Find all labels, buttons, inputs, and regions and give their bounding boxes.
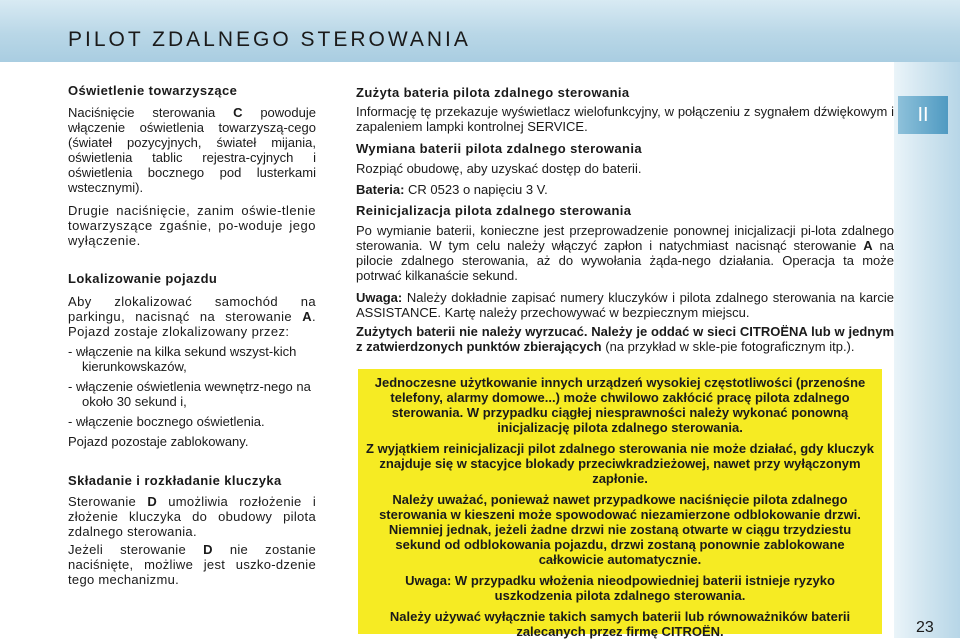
warning-accidental-press: Należy uważać, ponieważ nawet przypadkowe naciśnięcie pilota zdalnego sterowania w kieszeni może spowodować niezamierzone odblokowanie drzwi. Niemniej jednak, jeżeli żadne drzwi nie zostaną otwarte w ciągu trzydziestu sekund od odblokowania pojazdu, drzwi zostaną ponownie zablokowane całkowicie automatycznie. bbox=[379, 492, 861, 567]
locate-vehicle-paragraph: Aby zlokalizować samochód na parkingu, nacisnąć na sterowanie A. Pojazd zostaje zlokalizowany przez: bbox=[68, 294, 316, 339]
section-heading-battery-low: Zużyta bateria pilota zdalnego sterowania bbox=[356, 85, 630, 100]
list-item: - włączenie oświetlenia wewnętrz-nego na około 30 sekund i, bbox=[68, 379, 316, 409]
vehicle-stays-locked: Pojazd pozostaje zablokowany. bbox=[68, 434, 249, 449]
left-column bbox=[68, 83, 316, 587]
section-heading-reinit: Reinicjalizacja pilota zdalnego sterowania bbox=[356, 203, 632, 218]
locate-vehicle-list bbox=[68, 344, 316, 429]
key-folding-paragraph: Sterowanie D umożliwia rozłożenie i złożenie kluczyka do obudowy pilota zdalnego sterowania. bbox=[68, 494, 317, 539]
warning-wrong-battery: Uwaga: W przypadku włożenia nieodpowiedniej baterii istnieje ryzyko uszkodzenia pilota zdalnego sterowania. bbox=[405, 573, 835, 603]
reinit-paragraph: Po wymianie baterii, konieczne jest przeprowadzenie ponownej inicjalizacji pi-lota zdalnego sterowania. W tym celu należy włączyć zapłon i natychmiast nacisnąć sterowanie A na pilocie zdalnego sterowania, aż do wywołania żąda-nego działania. Operacja ta może potrwać kilkanaście sekund. bbox=[356, 223, 894, 283]
warning-interference: Jednoczesne użytkowanie innych urządzeń wysokiej częstotliwości (przenośne telefony, alarmy domowe...) może chwilowo zakłócić pracę pilota zdalnego sterowania. W przypadku ciągłej niesprawności należy wykonać ponowną inicjalizację pilota zdalnego sterowania. bbox=[374, 375, 866, 435]
battery-low-paragraph: Informację tę przekazuje wyświetlacz wielofunkcyjny, w połączeniu z sygnałem dźwiękowym i zapaleniem lampki kontrolnej SERVICE. bbox=[356, 104, 894, 134]
warning-recommended-batteries: Należy używać wyłącznie takich samych baterii lub równoważników baterii zalecanych przez firmę CITROËN. bbox=[389, 609, 851, 639]
battery-type: Bateria: CR 0523 o napięciu 3 V. bbox=[356, 182, 548, 197]
chapter-tab[interactable]: II bbox=[898, 96, 948, 134]
list-item: - włączenie na kilka sekund wszyst-kich kierunkowskazów, bbox=[68, 344, 316, 374]
page-number: 23 bbox=[916, 619, 934, 636]
list-item: - włączenie bocznego oświetlenia. bbox=[68, 414, 316, 429]
note-paragraph: Uwaga: Należy dokładnie zapisać numery kluczyków i pilota zdalnego sterowania na karcie ASSISTANCE. Kartę należy przechowywać w bezpiecznym miejscu. bbox=[356, 290, 894, 320]
section-heading-courtesy-lighting: Oświetlenie towarzyszące bbox=[68, 83, 238, 98]
warning-ignition-lock: Z wyjątkiem reinicjalizacji pilot zdalnego sterowania nie może działać, gdy kluczyk znajduje się w stacyjce blokady przeciwkradzieżowej, nawet przy wyłączonym zapłonie. bbox=[366, 441, 874, 486]
warning-box bbox=[358, 369, 882, 639]
courtesy-lighting-paragraph: Naciśnięcie sterowania C powoduje włączenie oświetlenia towarzyszą-cego (świateł pozycyjnych, świateł mijania, oświetlenia tablic rejestra-cyjnych i oświetlenia bocznego pod lusterkami wstecznymi). bbox=[68, 105, 316, 195]
battery-replace-paragraph: Rozpiąć obudowę, aby uzyskać dostęp do baterii. bbox=[356, 161, 642, 176]
page-title: PILOT ZDALNEGO STEROWANIA bbox=[68, 28, 471, 51]
courtesy-lighting-second-press: Drugie naciśnięcie, zanim oświe-tlenie towarzyszące zgaśnie, po-woduje jego wyłączenie. bbox=[68, 203, 316, 248]
section-heading-key-folding: Składanie i rozkładanie kluczyka bbox=[68, 473, 282, 488]
battery-disposal-paragraph: Zużytych baterii nie należy wyrzucać. Należy je oddać w sieci CITROËNA lub w jednym z zatwierdzonych punktów zbierających (na przykład w skle-pie fotograficznym itp.). bbox=[356, 324, 894, 354]
section-heading-locate-vehicle: Lokalizowanie pojazdu bbox=[68, 271, 218, 286]
right-column bbox=[356, 85, 894, 354]
key-folding-warning: Jeżeli sterowanie D nie zostanie naciśnięte, możliwe jest uszko-dzenie tego mechanizmu. bbox=[68, 542, 316, 587]
section-heading-battery-replace: Wymiana baterii pilota zdalnego sterowania bbox=[356, 141, 643, 156]
right-side-rail bbox=[894, 62, 960, 638]
